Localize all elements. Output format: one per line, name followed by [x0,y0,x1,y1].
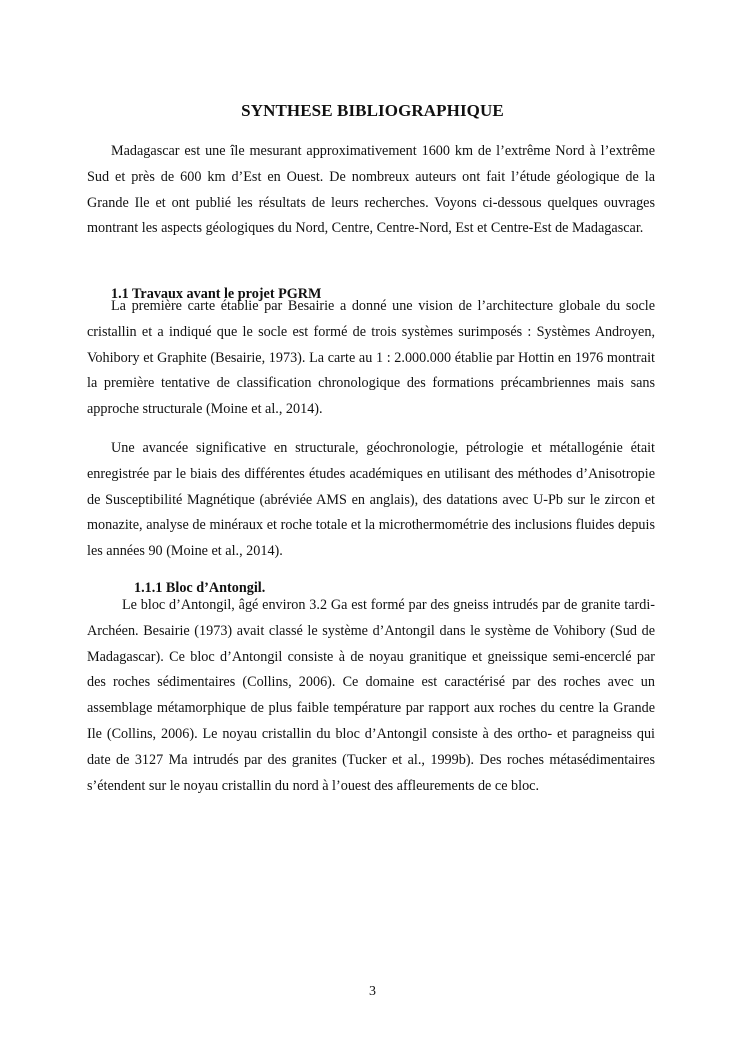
section-heading-1-1-1-text: 1.1.1 Bloc d’Antongil [134,580,262,596]
section-heading-1-1-1-suffix: . [261,580,266,596]
section-1-1-paragraph-1: La première carte établie par Besairie a donné une vision de l’architecture globale du socle cristallin et a indiqué que le socle est formé de trois systèmes surimposés : Systèmes Androyen, Vohibory et Graphite (Besairie, 1973). La carte au 1 : 2.000.000 établie par Hottin en 1976 montrait la première tentative de classification chronologique des formations précambriennes mais sans approche structurale (Moine et al., 2014). [87,298,655,418]
section-1-1-1-paragraph: Le bloc d’Antongil, âgé environ 3.2 Ga est formé par des gneiss intrudés par de granite tardi-Archéen. Besairie (1973) avait classé le système d’Antongil dans le système de Vohibory (Sud de Madagascar). Ce bloc d’Antongil consiste à de noyau granitique et gneissique semi-encerclé par des roches sédimentaires (Collins, 2006). Ce domaine est caractérisé par des roches avec un assemblage métamorphique de plus faible température par rapport aux roches du centre la Grande Ile (Collins, 2006). Le noyau cristallin du bloc d’Antongil consiste à des ortho- et paragneiss qui date de 3127 Ma intrudés par des granites (Tucker et al., 1999b). Des roches métasédimentaires s’étendent sur le noyau cristallin du nord à l’ouest des affleurements de ce bloc. [87,597,655,794]
page-number: 3 [369,984,376,999]
section-heading-1-1: 1.1 Travaux avant le projet PGRM [111,286,322,302]
document-title: SYNTHESE BIBLIOGRAPHIQUE [241,101,504,121]
section-1-1-paragraph-2: Une avancée significative en structurale, géochronologie, pétrologie et métallogénie était enregistrée par le biais des différentes études académiques en utilisant des méthodes d’Anisotropie de Susceptibilité Magnétique (abréviée AMS en anglais), des datations avec U-Pb sur le zircon et monazite, analyse de minéraux et roche totale et la microthermométrie des inclusions fluides depuis les années 90 (Moine et al., 2014). [87,440,655,560]
intro-paragraph: Madagascar est une île mesurant approximativement 1600 km de l’extrême Nord à l’extrême Sud et près de 600 km d’Est en Ouest. De nombreux auteurs ont fait l’étude géologique de la Grande Ile et ont publié les résultats de leurs recherches. Voyons ci-dessous quelques ouvrages montrant les aspects géologiques du Nord, Centre, Centre-Nord, Est et Centre-Est de Madagascar. [87,143,655,237]
